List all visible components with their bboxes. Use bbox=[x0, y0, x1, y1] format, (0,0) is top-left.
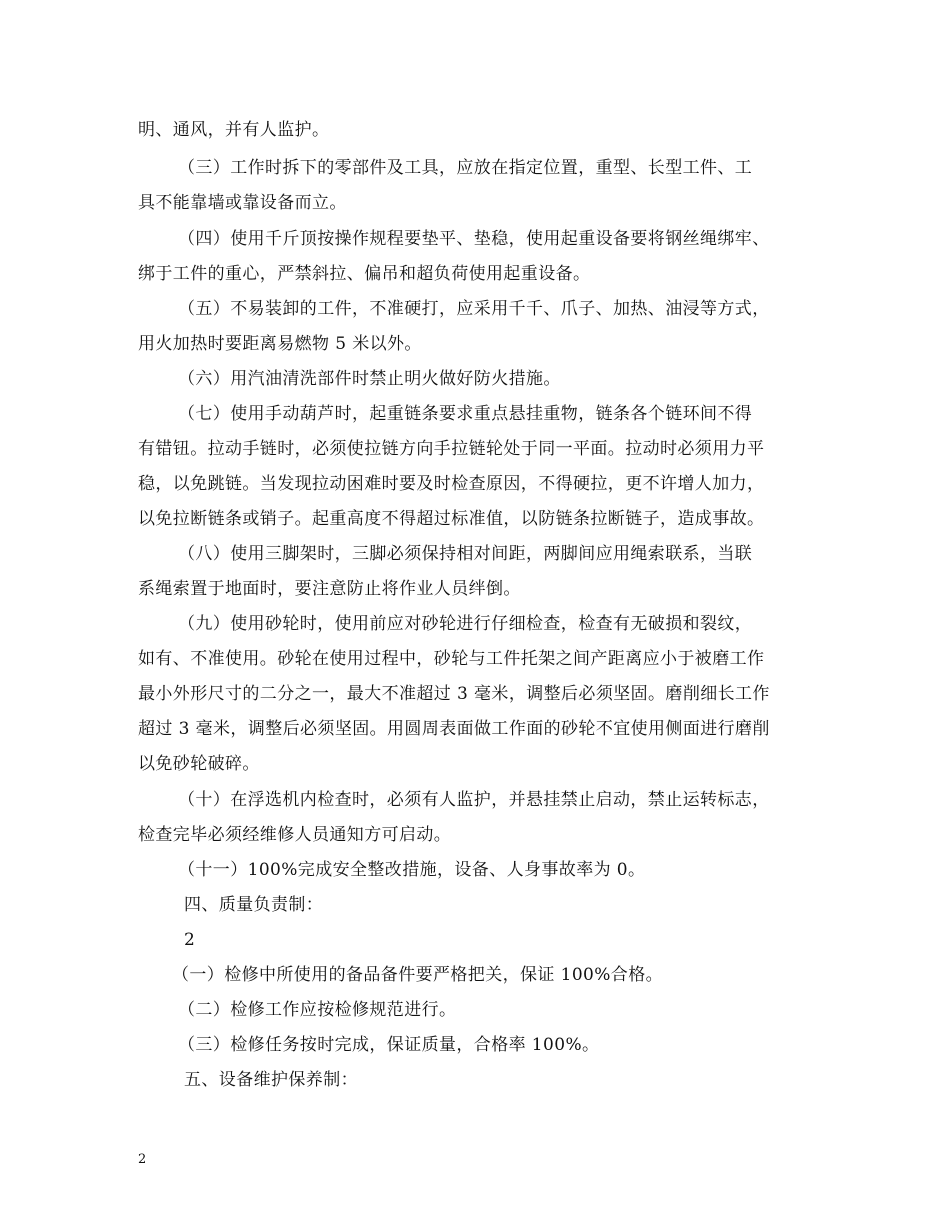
inline-page-number: 2 bbox=[184, 930, 196, 950]
text-line: 具不能靠墙或靠设备而立。 bbox=[138, 193, 347, 213]
text-line: 检查完毕必须经维修人员通知方可启动。 bbox=[138, 825, 452, 845]
text-line: （十一）100%完成安全整改措施，设备、人身事故率为 0。 bbox=[178, 860, 646, 880]
text-line: 绑于工件的重心，严禁斜拉、偏吊和超负荷使用起重设备。 bbox=[138, 264, 591, 284]
text-line: （九）使用砂轮时，使用前应对砂轮进行仔细检查，检查有无破损和裂纹， bbox=[178, 614, 753, 634]
footer-page-number: 2 bbox=[138, 1152, 147, 1167]
section-heading: 五、设备维护保养制： bbox=[184, 1070, 358, 1090]
text-line: （五）不易装卸的工件，不准硬打，应采用千千、爪子、加热、油浸等方式， bbox=[178, 299, 770, 319]
text-line: （一）检修中所使用的备品备件要严格把关，保证 100%合格。 bbox=[172, 965, 664, 985]
text-line: （二）检修工作应按检修规范进行。 bbox=[178, 1000, 457, 1020]
section-heading: 四、质量负责制： bbox=[184, 895, 324, 915]
text-line: 最小外形尺寸的二分之一，最大不准超过 3 毫米，调整后必须坚固。磨削细长工作 bbox=[138, 684, 770, 704]
text-line: 稳，以免跳链。当发现拉动困难时要及时检查原因，不得硬拉，更不许增人加力， bbox=[138, 474, 765, 494]
text-line: （三）工作时拆下的零部件及工具，应放在指定位置，重型、长型工件、工 bbox=[178, 158, 753, 178]
text-line: （十）在浮选机内检查时，必须有人监护，并悬挂禁止启动，禁止运转标志， bbox=[178, 790, 770, 810]
text-line: 系绳索置于地面时，要注意防止将作业人员绊倒。 bbox=[138, 579, 521, 599]
text-line: （八）使用三脚架时，三脚必须保持相对间距，两脚间应用绳索联系，当联 bbox=[178, 544, 753, 564]
text-line: （六）用汽油清洗部件时禁止明火做好防火措施。 bbox=[178, 369, 561, 389]
text-line: （三）检修任务按时完成，保证质量，合格率 100%。 bbox=[178, 1035, 600, 1055]
text-line: 如有、不准使用。砂轮在使用过程中，砂轮与工件托架之间产距离应小于被磨工作 bbox=[138, 649, 765, 669]
text-line: 有错钮。拉动手链时，必须使拉链方向手拉链轮处于同一平面。拉动时必须用力平 bbox=[138, 439, 765, 459]
text-line: 以免砂轮破碎。 bbox=[138, 754, 260, 774]
text-line: 超过 3 毫米，调整后必须坚固。用圆周表面做工作面的砂轮不宜使用侧面进行磨削 bbox=[138, 719, 770, 739]
text-line: 明、通风，并有人监护。 bbox=[138, 120, 330, 140]
text-line: 以免拉断链条或销子。起重高度不得超过标准值，以防链条拉断链子，造成事故。 bbox=[138, 509, 765, 529]
text-line: （七）使用手动葫芦时，起重链条要求重点悬挂重物，链条各个链环间不得 bbox=[178, 404, 753, 424]
text-line: 用火加热时要距离易燃物 5 米以外。 bbox=[138, 334, 422, 354]
text-line: （四）使用千斤顶按操作规程要垫平、垫稳，使用起重设备要将钢丝绳绑牢、 bbox=[178, 229, 770, 249]
